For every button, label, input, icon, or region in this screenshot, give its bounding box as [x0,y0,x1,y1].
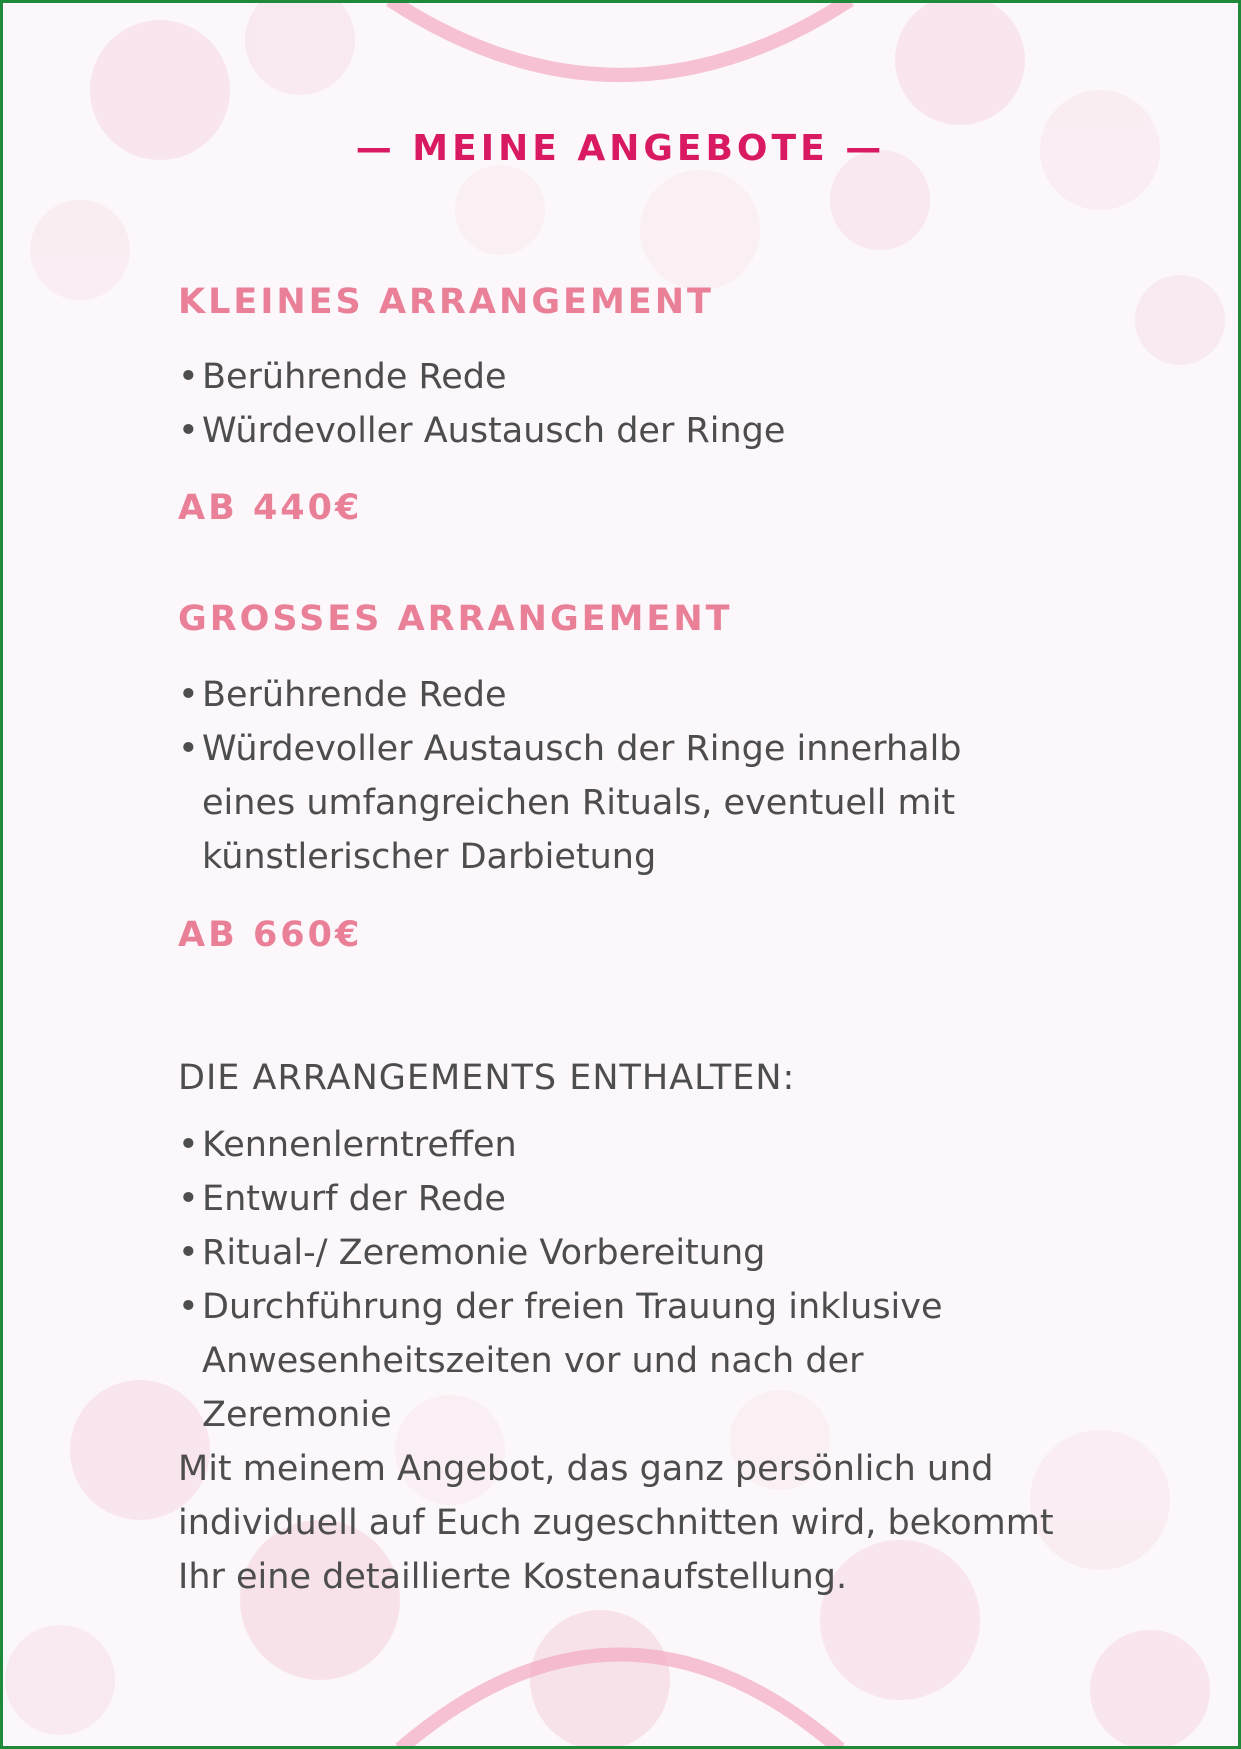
list-item: • Würdevoller Austausch der Ringe innerhalb eines umfangreichen Rituals, eventuell mit künstlerischer Darbietung [178,722,1008,884]
bullet: • [178,729,199,769]
page-title: — MEINE ANGEBOTE — [355,128,886,169]
includes-list [178,1118,1058,1442]
bullet: • [178,1125,199,1165]
bullet: • [178,1287,199,1327]
list-item: • Würdevoller Austausch der Ringe [178,404,1078,458]
bullet: • [178,675,199,715]
list-item: • Berührende Rede [178,350,1078,404]
large-arrangement-list [178,668,1008,884]
includes-heading: DIE ARRANGEMENTS ENTHALTEN: [178,1058,796,1098]
closing-paragraph: Mit meinem Angebot, das ganz persönlich und individuell auf Euch zugeschnitten wird, bekommt Ihr eine detaillierte Kostenaufstellung. [178,1449,1054,1597]
bullet: • [178,411,199,451]
list-item: • Berührende Rede [178,668,1008,722]
small-arrangement-list [178,350,1078,458]
small-arrangement-heading: KLEINES ARRANGEMENT [178,282,714,322]
bullet: • [178,1233,199,1273]
list-item: • Entwurf der Rede [178,1172,1058,1226]
bullet: • [178,357,199,397]
list-item: • Ritual-/ Zeremonie Vorbereitung [178,1226,1058,1280]
list-item: • Kennenlerntreffen [178,1118,1058,1172]
list-item: • Durchführung der freien Trauung inklusive Anwesenheitszeiten vor und nach der Zeremonie [178,1280,1058,1442]
large-arrangement-heading: GROSSES ARRANGEMENT [178,599,733,639]
small-arrangement-price: AB 440€ [178,488,363,528]
bullet: • [178,1179,199,1219]
large-arrangement-price: AB 660€ [178,915,363,955]
